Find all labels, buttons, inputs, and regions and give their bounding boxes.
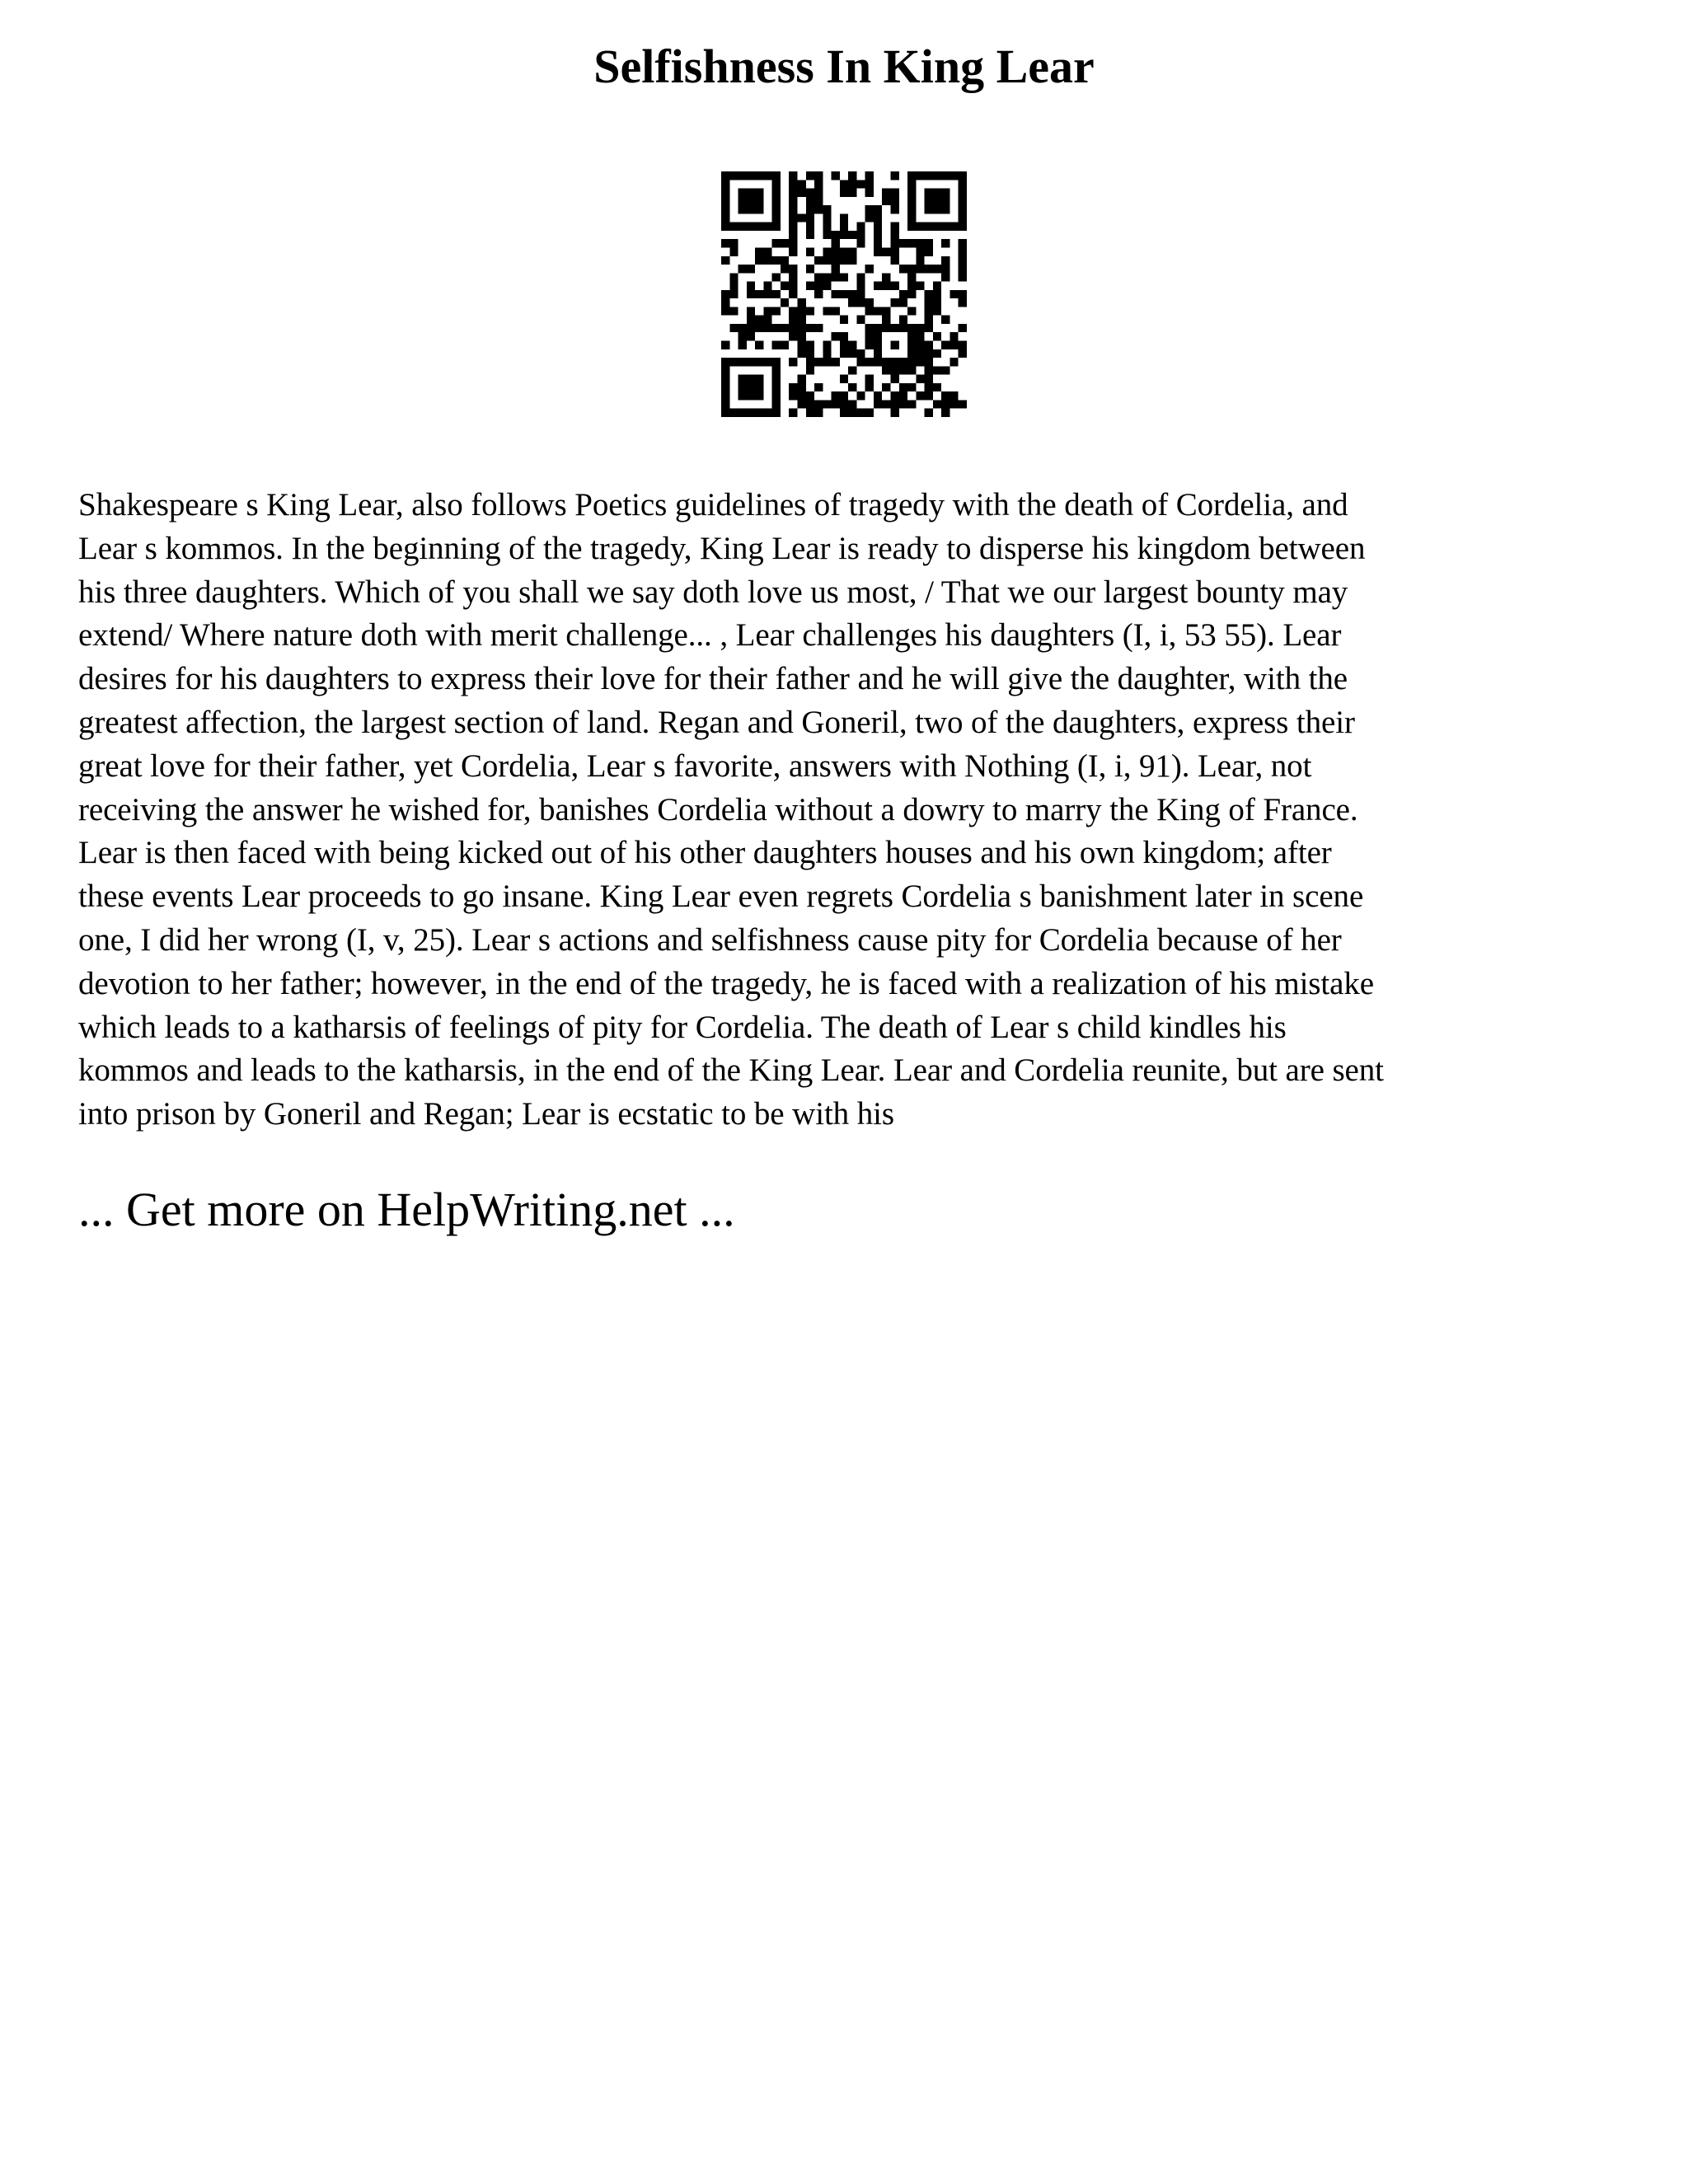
body-line: devotion to her father; however, in the end of the tragedy, he is faced with a realization of his mistake <box>78 965 1374 1001</box>
body-line: greatest affection, the largest section of land. Regan and Goneril, two of the daughters, express their <box>78 704 1355 740</box>
body-line: his three daughters. Which of you shall we say doth love us most, / That we our largest bounty may <box>78 574 1348 610</box>
article-body <box>78 484 1628 1137</box>
body-line: receiving the answer he wished for, banishes Cordelia without a dowry to marry the King of France. <box>78 791 1358 827</box>
body-line: which leads to a katharsis of feelings of pity for Cordelia. The death of Lear s child kindles his <box>78 1009 1287 1045</box>
body-line: extend/ Where nature doth with merit challenge... , Lear challenges his daughters (I, i, 53 55). Lear <box>78 617 1342 654</box>
document-title: Selfishness In King Lear <box>593 40 1095 93</box>
body-line: kommos and leads to the katharsis, in the end of the King Lear. Lear and Cordelia reunite, but are sent <box>78 1052 1384 1089</box>
body-line: Lear is then faced with being kicked out of his other daughters houses and his own kingdom; after <box>78 835 1332 871</box>
body-line: these events Lear proceeds to go insane. King Lear even regrets Cordelia s banishment later in scene <box>78 879 1364 915</box>
body-line: one, I did her wrong (I, v, 25). Lear s actions and selfishness cause pity for Cordelia because of her <box>78 921 1342 958</box>
qr-code[interactable] <box>721 171 967 417</box>
body-line: into prison by Goneril and Regan; Lear is ecstatic to be with his <box>78 1096 894 1132</box>
body-line: Lear s kommos. In the beginning of the tragedy, King Lear is ready to disperse his kingdom between <box>78 530 1366 566</box>
body-line: desires for his daughters to express their love for their father and he will give the daughter, with the <box>78 661 1348 697</box>
get-more-link[interactable]: ... Get more on HelpWriting.net ... <box>78 1183 735 1236</box>
body-line: Shakespeare s King Lear, also follows Poetics guidelines of tragedy with the death of Cordelia, and <box>78 487 1348 523</box>
qr-code-icon <box>721 171 967 417</box>
body-line: great love for their father, yet Cordelia, Lear s favorite, answers with Nothing (I, i, 91). Lear, not <box>78 748 1312 784</box>
